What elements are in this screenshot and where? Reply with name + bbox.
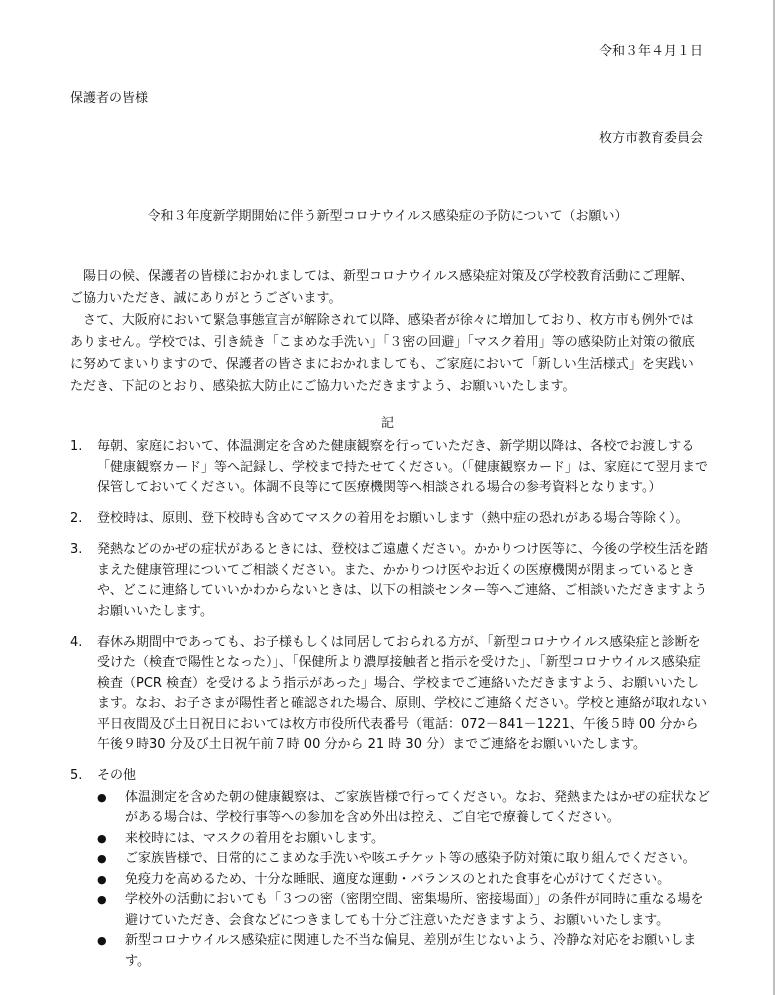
bullet-text: ご家族皆様で、日常的にこまめな手洗いや咳エチケット等の感染予防対策に取り組んでください。 <box>125 851 696 866</box>
bullet-icon: ● <box>97 790 107 804</box>
item-text: 登校時は、原則、登下校時も含めてマスクの着用をお願いします（熱中症の恐れがある場合等除く）。 <box>97 511 689 526</box>
item-text: 毎朝、家庭において、体温測定を含めた健康観察を行っていただき、新学期以降は、各校でお渡しする「健康観察カード」等へ記録し、学校まで持たせてください。（「健康観察カード」は、家庭にて翌月まで保管しておいてください。体調不良等にて医療機関等へ相談される場合の参考資料となります。） <box>97 439 709 495</box>
bullet-text: 新型コロナウイルス感染症に関連した不当な偏見、差別が生じないよう、冷静な対応をお願いします。 <box>125 933 697 969</box>
document-title: 令和３年度新学期開始に伴う新型コロナウイルス感染症の予防について（お願い） <box>147 209 628 224</box>
bullet-item <box>97 829 710 850</box>
bullet-item <box>97 849 710 870</box>
bullet-icon: ● <box>97 893 107 906</box>
bullet-icon: ● <box>97 934 107 947</box>
item-text: 発熱などのかぜの症状があるときには、登校はご遠慮ください。かかりつけ医等に、今後の学校生活を踏まえた健康管理についてご相談ください。また、かかりつけ医やお近くの医療機関が閉まっているときや、どこに連絡していいかわからないときは、以下の相談センター等へご連絡、ご相談いただきますようお願いいたします。 <box>97 542 709 619</box>
issue-date: 令和３年４月１日 <box>598 44 703 59</box>
bullet-item <box>97 788 710 829</box>
bullet-text: 免疫力を高めるため、十分な睡眠、適度な運動・バランスのとれた食事を心がけてください。 <box>125 871 671 887</box>
intro-paragraph: 陽日の候、保護者の皆様におかれましては、新型コロナウイルス感染症対策及び学校教育活動にご理解、ご協力いただき、誠にありがとうございます。 <box>70 269 694 306</box>
bullet-item <box>97 870 710 891</box>
item-number: 3. <box>70 542 83 557</box>
bullet-item <box>97 931 710 972</box>
intro-section <box>70 266 706 398</box>
item-text: その他 <box>97 768 137 783</box>
bullet-list <box>97 788 710 973</box>
sender: 枚方市教育委員会 <box>598 131 703 146</box>
bullet-item <box>97 890 710 931</box>
item-number: 1. <box>70 439 83 454</box>
bullet-text: 来校時には、マスクの着用をお願いします。 <box>125 830 384 846</box>
list-item <box>70 633 710 756</box>
bullet-text: 体温測定を含めた朝の健康観察は、ご家族皆様で行ってください。なお、発熱またはかぜの症状などがある場合は、学校行事等への参加を含め外出は控え、ご自宅で療養してください。 <box>125 789 711 825</box>
list-item <box>70 437 710 499</box>
item-text: 春休み期間中であっても、お子様もしくは同居しておられる方が、「新型コロナウイルス感染症と診断を受けた（検査で陽性となった）」、「保健所より濃厚接触者と指示を受けた」、「新型コロナウイルス感染症検査（PCR 検査）を受けるよう指示があった」場合、学校までご連絡いただきますよう、お願いいたします。なお、お子さまが陽性者と確認された場合、原則、学校にご連絡ください。学校と連絡が取れない平日夜間及び土日祝日においては枚方市役所代表番号（電話：072－841－1221、午後５時 00 分から午後９時30 分及び土日祝午前７時 00 分から 21 時 30 分）までご連絡をお願いいたします。 <box>97 634 707 752</box>
intro-paragraph: さて、大阪府において緊急事態宣言が解除されて以降、感染者が徐々に増加しており、枚方市も例外ではありません。学校では、引き続き「こまめな手洗い」「３密の回避」「マスク着用」等の感染防止対策の徹底に努めてまいりますので、保護者の皆さまにおかれましても、ご家庭において「新しい生活様式」を実践いただき、下記のとおり、感染拡大防止にご協力いただきますよう、お願いいたします。 <box>70 313 695 394</box>
list-item <box>70 766 710 972</box>
item-number: 4. <box>70 634 83 650</box>
item-body <box>97 766 710 972</box>
ki-heading: 記 <box>380 416 394 431</box>
bullet-icon: ● <box>97 852 107 865</box>
list-item <box>70 540 710 622</box>
numbered-list <box>70 437 710 983</box>
item-number: 5. <box>70 768 83 783</box>
item-number: 2. <box>70 511 83 526</box>
addressee: 保護者の皆様 <box>70 91 149 106</box>
bullet-icon: ● <box>97 872 107 886</box>
bullet-icon: ● <box>97 831 107 845</box>
bullet-text: 学校外の活動においても「３つの密（密閉空間、密集場所、密接場面）」の条件が同時に重なる場を避けていただき、会食などにつきましても十分ご注意いただきますよう、お願いいたします。 <box>125 892 704 928</box>
list-item <box>70 509 710 530</box>
